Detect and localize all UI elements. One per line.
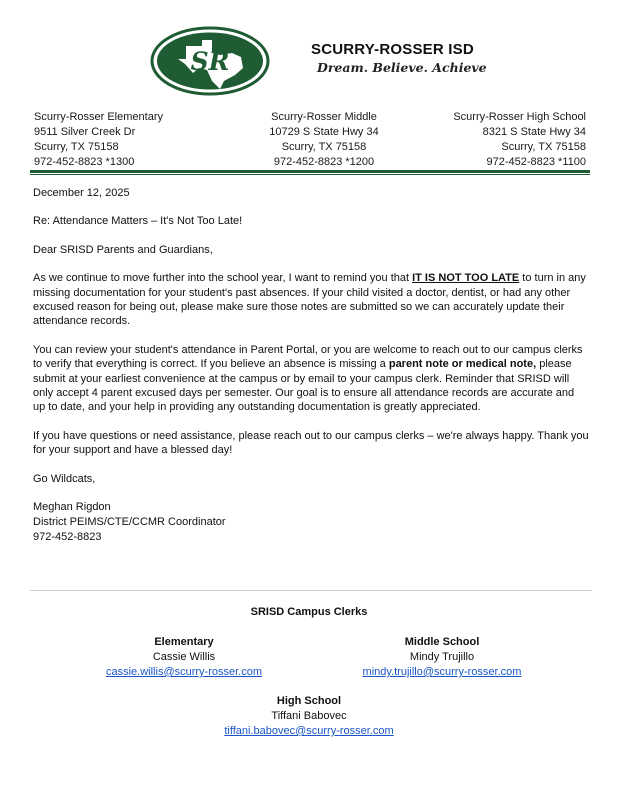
campus-city: Scurry, TX 75158 [34, 141, 119, 153]
clerks-divider [30, 590, 592, 591]
text: to turn in any missing documentation for your student's past absences. If your child visited a doctor, dentist, or had any other excused reason for being out, please make sure those notes are submitted so we can accurately update their attendance records. [33, 272, 586, 328]
district-logo [150, 26, 270, 96]
campus-name: Scurry-Rosser High School [453, 111, 586, 123]
letter-body [33, 186, 589, 544]
campus-city: Scurry, TX 75158 [501, 141, 586, 153]
clerk-role: Elementary [154, 636, 214, 648]
letter-date: December 12, 2025 [33, 187, 130, 199]
svg-text:SR: SR [190, 47, 230, 76]
campus-address: 9511 Silver Creek Dr [34, 126, 136, 138]
letter-closing: Go Wildcats, [33, 472, 96, 485]
signer-title: District PEIMS/CTE/CCMR Coordinator [33, 515, 226, 528]
clerk-name: Mindy Trujillo [409, 651, 475, 663]
clerk-email-link[interactable]: tiffani.babovec@scurry-rosser.com [224, 725, 394, 737]
campus-elementary [34, 110, 163, 170]
letter-greeting: Dear SRISD Parents and Guardians, [33, 243, 213, 256]
emphasis-not-too-late: IT IS NOT TOO LATE [412, 272, 520, 285]
clerk-email-link[interactable]: mindy.trujillo@scurry-rosser.com [362, 666, 522, 678]
campus-city: Scurry, TX 75158 [281, 141, 367, 153]
campus-high [453, 110, 586, 170]
campus-phone: 972-452-8823 *1300 [34, 156, 135, 168]
campus-address: 8321 S State Hwy 34 [482, 126, 586, 138]
letter-subject: Re: Attendance Matters – It's Not Too Late! [33, 215, 243, 228]
clerk-high [209, 694, 409, 739]
clerk-middle [342, 635, 542, 680]
clerk-email-link[interactable]: cassie.willis@scurry-rosser.com [105, 666, 263, 678]
header-divider-thin [30, 174, 590, 175]
signature-block [33, 500, 589, 544]
text: please submit at your earliest convenience at the campus or by email to your campus clerk. Reminder that SRISD will only accept 4 parent excused days per semester. Our goal is to ensure all attendance records are accurate and up to date, and your help in providing any outstanding documentation is greatly appreciated. [33, 358, 575, 414]
header-divider [30, 170, 590, 173]
clerks-title: SRISD Campus Clerks [250, 606, 368, 618]
district-tagline: Dream. Believe. Achieve [317, 60, 487, 75]
paragraph-3: If you have questions or need assistance, please reach out to our campus clerks – we're always happy. Thank you for your support and have a blessed day! [33, 429, 589, 457]
signer-name: Meghan Rigdon [33, 501, 111, 514]
clerk-role: Middle School [404, 636, 480, 648]
clerk-name: Tiffani Babovec [271, 710, 347, 722]
clerk-name: Cassie Willis [152, 651, 216, 663]
clerk-role: High School [276, 695, 342, 707]
signer-phone: 972-452-8823 [33, 530, 102, 543]
clerk-elementary [84, 635, 284, 680]
text: As we continue to move further into the school year, I want to remind you that [33, 272, 413, 285]
campus-name: Scurry-Rosser Elementary [34, 111, 163, 123]
campus-middle [264, 110, 384, 170]
campus-name: Scurry-Rosser Middle [271, 111, 377, 123]
campus-phone: 972-452-8823 *1100 [486, 156, 586, 168]
paragraph-1 [33, 271, 589, 329]
district-name: SCURRY-ROSSER ISD [311, 41, 474, 58]
campus-phone: 972-452-8823 *1200 [273, 156, 375, 168]
text: You can review your student's attendance in Parent Portal, or you are welcome to reach out to our campus clerks to verify that everything is correct. If you believe an absence is missing a [33, 343, 583, 371]
campus-address: 10729 S State Hwy 34 [269, 126, 379, 138]
paragraph-2 [33, 343, 589, 415]
emphasis-note-type: parent note or medical note, [388, 358, 537, 371]
